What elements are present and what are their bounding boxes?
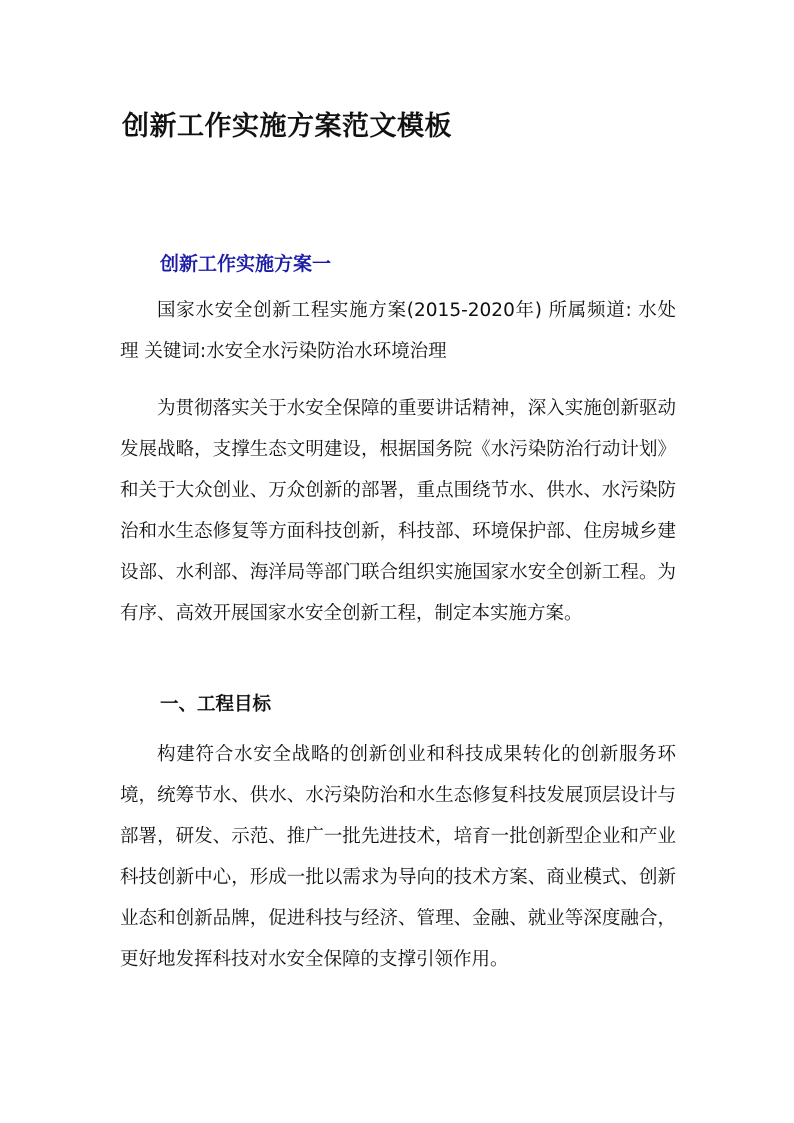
document-title: 创新工作实施方案范文模板 — [122, 111, 452, 142]
paragraph-goals: 构建符合水安全战略的创新创业和科技成果转化的创新服务环境，统筹节水、供水、水污染防治和水生态修复科技发展顶层设计与部署，研发、示范、推广一批先进技术，培育一批创新型企业和产业科技创新中心，形成一批以需求为导向的技术方案、商业模式、创新业态和创新品牌，促进科技与经济、管理、金融、就业等深度融合，更好地发挥科技对水安全保障的支撑引领作用。 — [120, 744, 676, 970]
paragraph-intro: 国家水安全创新工程实施方案(2015-2020年) 所属频道: 水处理 关键词:水安全水污染防治水环境治理 — [120, 300, 676, 362]
paragraph-background: 为贯彻落实关于水安全保障的重要讲话精神，深入实施创新驱动发展战略，支撑生态文明建设，根据国务院《水污染防治行动计划》和关于大众创业、万众创新的部署，重点围绕节水、供水、水污染防治和水生态修复等方面科技创新，科技部、环境保护部、住房城乡建设部、水利部、海洋局等部门联合组织实施国家水安全创新工程。为有序、高效开展国家水安全创新工程，制定本实施方案。 — [120, 398, 676, 624]
heading-project-goals: 一、工程目标 — [160, 694, 272, 715]
section-title: 创新工作实施方案一 — [160, 253, 332, 275]
